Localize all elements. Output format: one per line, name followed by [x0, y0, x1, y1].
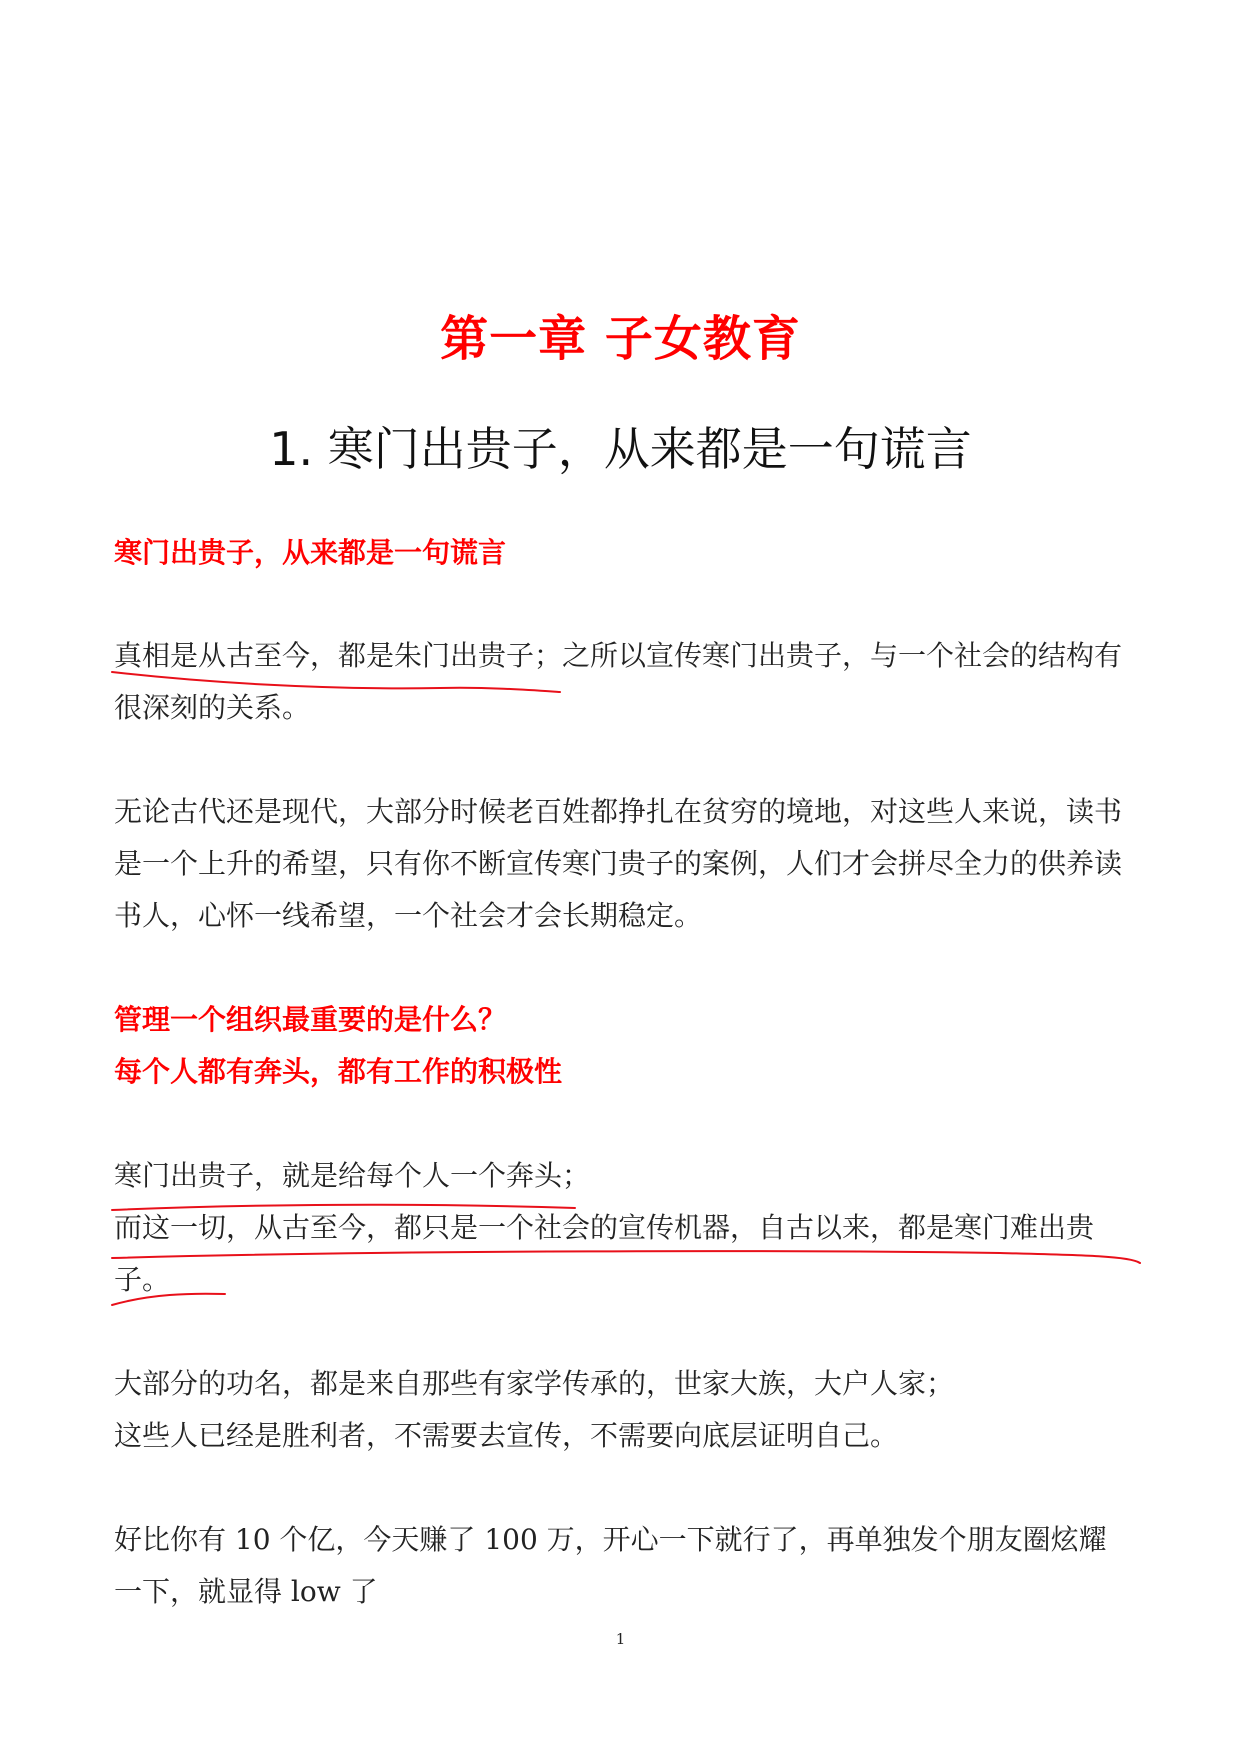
paragraph-3-line-1: 寒门出贵子，就是给每个人一个奔头；: [114, 1159, 591, 1192]
red-heading-2-line-1: 管理一个组织最重要的是什么？: [114, 1003, 507, 1036]
section-title: 1. 寒门出贵子，从来都是一句谎言: [269, 422, 972, 476]
red-heading-2-line-2: 每个人都有奔头，都有工作的积极性: [114, 1055, 563, 1088]
chapter-title: 第一章 子女教育: [440, 311, 801, 367]
red-heading-1: 寒门出贵子，从来都是一句谎言: [114, 536, 507, 569]
paragraph-4-line-1: 大部分的功名，都是来自那些有家学传承的，世家大族，大户人家；: [114, 1367, 955, 1400]
paragraph-4-line-2: 这些人已经是胜利者，不需要去宣传，不需要向底层证明自己。: [114, 1419, 899, 1452]
paragraph-1: 真相是从古至今，都是朱门出贵子；之所以宣传寒门出贵子，与一个社会的结构有很深刻的关系。: [114, 639, 1123, 724]
paragraph-5: 好比你有 10 个亿，今天赚了 100 万，开心一下就行了，再单独发个朋友圈炫耀一下，就显得 low 了: [114, 1523, 1107, 1608]
page-number: 1: [615, 1630, 626, 1648]
paragraph-2: 无论古代还是现代，大部分时候老百姓都挣扎在贫穷的境地，对这些人来说，读书是一个上升的希望，只有你不断宣传寒门贵子的案例，人们才会拼尽全力的供养读书人，心怀一线希望，一个社会才会长期稳定。: [114, 795, 1123, 932]
paragraph-3-line-2: 而这一切，从古至今，都只是一个社会的宣传机器，自古以来，都是寒门难出贵子。: [114, 1211, 1095, 1296]
